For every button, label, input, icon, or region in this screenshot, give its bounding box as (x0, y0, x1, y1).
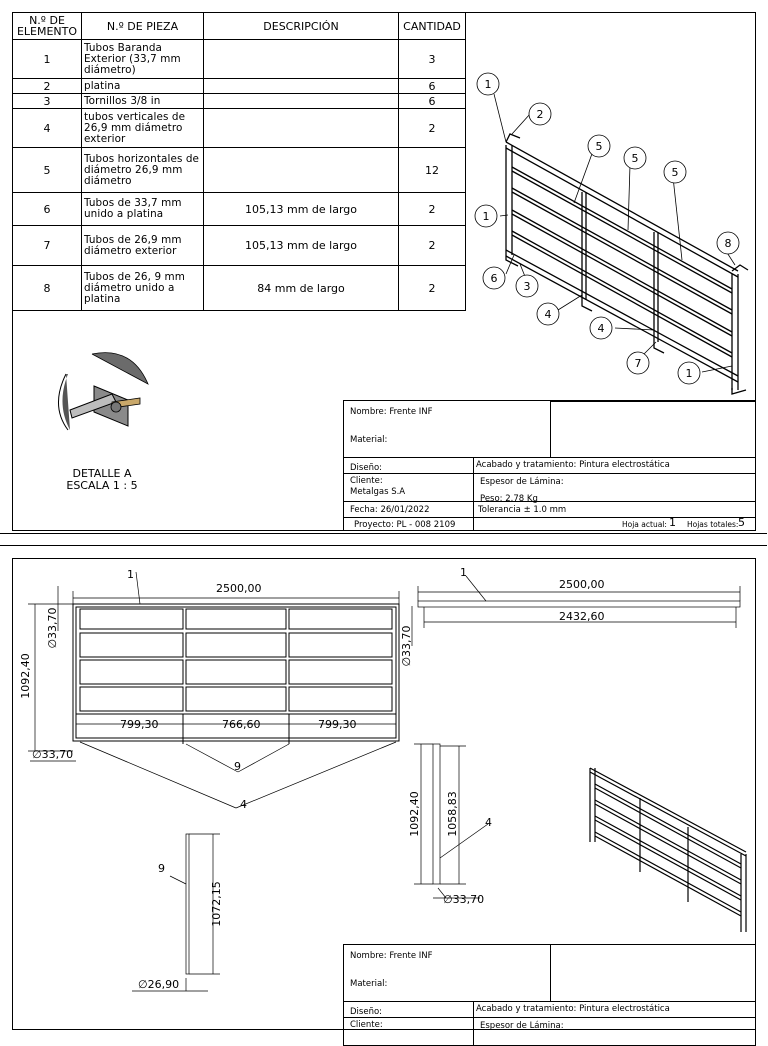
bom-cell-part: tubos verticales de 26,9 mm diámetro exterior (82, 109, 204, 148)
bom-header-quantity: CANTIDAD (399, 13, 466, 40)
bom-cell-quantity: 2 (399, 193, 466, 226)
callout-number: 7 (634, 357, 642, 370)
callout-1b: 1 (460, 566, 467, 579)
bom-header-element: N.º DE ELEMENTO (13, 13, 82, 40)
bom-cell-element: 6 (13, 193, 82, 226)
callout-4a: 4 (240, 798, 247, 811)
dim-bar-height: 1072,15 (210, 881, 223, 927)
bom-cell-element: 4 (13, 109, 82, 148)
dim-post-diameter: ∅33,70 (443, 893, 485, 906)
bom-header-row (13, 13, 466, 40)
dim-post-inner: 1058,83 (446, 791, 459, 837)
bom-row (13, 193, 466, 226)
dim-overall-width: 2500,00 (216, 582, 262, 595)
callout-number: 1 (482, 210, 490, 223)
callout-number: 1 (685, 367, 693, 380)
bom-cell-element: 3 (13, 94, 82, 109)
title-sheet-current-label: Hoja actual: (622, 520, 667, 529)
dim-bay-3: 799,30 (318, 718, 357, 731)
bom-cell-part: Tubos horizontales de diámetro 26,9 mm diámetro (82, 148, 204, 193)
bom-cell-element: 2 (13, 79, 82, 94)
dim-side-width: 2500,00 (559, 578, 605, 591)
detail-a-title: DETALLE A (72, 467, 132, 480)
callout-number: 1 (484, 78, 492, 91)
isometric-view (470, 60, 760, 400)
bom-cell-quantity: 2 (399, 109, 466, 148)
bom-cell-description (204, 94, 399, 109)
bom-row (13, 148, 466, 193)
title-thickness: Espesor de Lámina: (480, 477, 564, 487)
bom-row (13, 109, 466, 148)
detail-a-view (42, 346, 162, 441)
bom-cell-description: 84 mm de largo (204, 266, 399, 311)
title-client-value: Metalgas S.A (350, 487, 406, 497)
bom-cell-quantity: 6 (399, 94, 466, 109)
dim-bottom-diameter: ∅33,70 (32, 748, 74, 761)
title-sheet-current: 1 (669, 516, 676, 529)
title2-client-label: Cliente: (350, 1020, 383, 1030)
bom-cell-part: platina (82, 79, 204, 94)
bom-cell-description (204, 148, 399, 193)
drawing-sheet-2 (0, 545, 767, 1031)
bom-cell-part: Tornillos 3/8 in (82, 94, 204, 109)
dim-bar-diameter: ∅26,90 (138, 978, 180, 991)
bom-cell-quantity: 6 (399, 79, 466, 94)
dim-overall-height: 1092,40 (19, 653, 32, 699)
callout-number: 4 (544, 308, 552, 321)
callout-number: 8 (724, 237, 732, 250)
callout-9b: 9 (158, 862, 165, 875)
bom-cell-description (204, 109, 399, 148)
bill-of-materials-table (12, 12, 466, 311)
bom-cell-element: 1 (13, 40, 82, 79)
bom-cell-element: 7 (13, 226, 82, 266)
bom-cell-description (204, 40, 399, 79)
bom-row (13, 94, 466, 109)
title-sheet-total: 5 (738, 516, 745, 529)
dim-side-diameter: ∅33,70 (400, 625, 413, 667)
bom-cell-description: 105,13 mm de largo (204, 193, 399, 226)
bom-row (13, 79, 466, 94)
callout-balloons (475, 73, 739, 384)
callout-1a: 1 (127, 568, 134, 581)
callout-number: 5 (631, 152, 639, 165)
callout-number: 2 (536, 108, 544, 121)
bom-cell-quantity: 2 (399, 226, 466, 266)
title-design: Diseño: (350, 463, 383, 473)
bom-cell-quantity: 3 (399, 40, 466, 79)
dim-side-inner: 2432,60 (559, 610, 605, 623)
dim-bay-1: 799,30 (120, 718, 159, 731)
title-sheet-total-label: Hojas totales: (687, 520, 739, 529)
title-project: Proyecto: PL - 008 2109 (354, 520, 456, 530)
bom-cell-element: 5 (13, 148, 82, 193)
dim-bay-2: 766,60 (222, 718, 261, 731)
title2-material: Material: (350, 979, 388, 989)
callout-number: 5 (595, 140, 603, 153)
title2-thickness: Espesor de Lámina: (480, 1021, 564, 1031)
callout-number: 3 (523, 280, 531, 293)
title2-name: Nombre: Frente INF (350, 951, 433, 961)
title2-design: Diseño: (350, 1007, 383, 1017)
bom-header-description: DESCRIPCIÓN (204, 13, 399, 40)
bom-row (13, 266, 466, 311)
title-material: Material: (350, 435, 388, 445)
bom-cell-quantity: 12 (399, 148, 466, 193)
bom-cell-part: Tubos Baranda Exterior (33,7 mm diámetro) (82, 40, 204, 79)
dim-top-diameter: ∅33,70 (46, 607, 59, 649)
bom-row (13, 40, 466, 79)
bom-cell-part: Tubos de 26, 9 mm diámetro unido a platina (82, 266, 204, 311)
title-finish: Acabado y tratamiento: Pintura electrostática (476, 460, 670, 470)
detail-a-caption (52, 468, 152, 492)
callout-number: 4 (597, 322, 605, 335)
bom-cell-quantity: 2 (399, 266, 466, 311)
callout-9a: 9 (234, 760, 241, 773)
bom-cell-element: 8 (13, 266, 82, 311)
title-weight: Peso: 2.78 Kg (480, 494, 538, 504)
detail-a-scale: ESCALA 1 : 5 (66, 479, 138, 492)
bom-cell-part: Tubos de 26,9 mm diámetro exterior (82, 226, 204, 266)
title-block (343, 400, 756, 531)
bom-cell-part: Tubos de 33,7 mm unido a platina (82, 193, 204, 226)
bom-cell-description: 105,13 mm de largo (204, 226, 399, 266)
callout-number: 5 (671, 166, 679, 179)
title-date: Fecha: 26/01/2022 (350, 505, 430, 515)
title-block-2 (343, 944, 756, 1046)
title2-finish: Acabado y tratamiento: Pintura electrostática (476, 1004, 670, 1014)
title-client-label: Cliente: (350, 476, 383, 486)
bom-header-part: N.º DE PIEZA (82, 13, 204, 40)
title-tolerance: Tolerancia ± 1.0 mm (478, 505, 567, 515)
title-name: Nombre: Frente INF (350, 407, 433, 417)
dim-post-height: 1092,40 (408, 791, 421, 837)
callout-number: 6 (490, 272, 498, 285)
bom-row (13, 226, 466, 266)
callout-4b: 4 (485, 816, 492, 829)
bom-cell-description (204, 79, 399, 94)
